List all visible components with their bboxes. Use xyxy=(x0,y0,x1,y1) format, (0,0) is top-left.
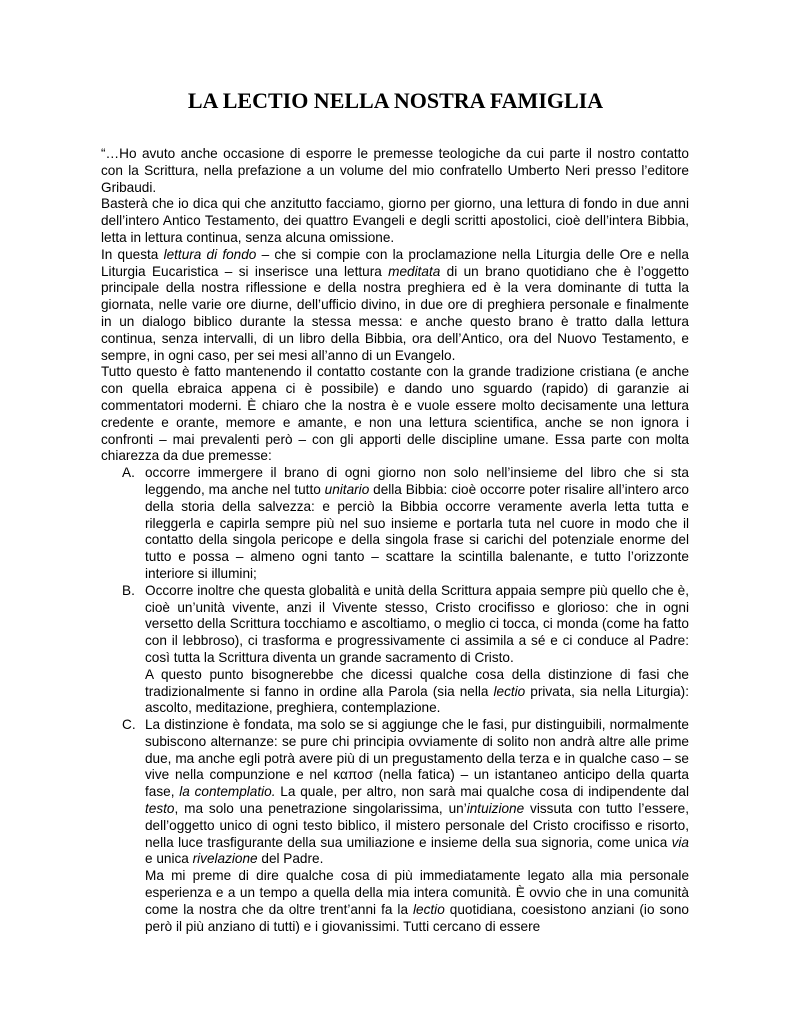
text-run: La distinzione è fondata, ma solo se si aggiunge che le fasi, pur distinguibili, normalmente subiscono alternanze: se pure chi principia ovviamente di solito non andrà altre alle prime due, ma anche egli potrà avere più di un pregustamento della terza e in qualche caso – se vive nella compunzione e nel καποσ (nella fatica) – un istantaneo anticipo della quarta fase, xyxy=(145,717,689,800)
text-run: A questo punto bisognerebbe che dicessi qualche cosa della distinzione di fasi che tradizionalmente si fanno in ordine alla Parola (sia nella xyxy=(145,666,689,699)
list-item-text xyxy=(145,717,689,868)
paragraph-intro: “…Ho avuto anche occasione di esporre le premesse teologiche da cui parte il nostro contatto con la Scrittura, nella prefazione a un volume del mio confratello Umberto Neri presso l’editore Gribaudi. xyxy=(101,146,689,195)
document-title: LA LECTIO NELLA NOSTRA FAMIGLIA xyxy=(187,88,604,113)
italic-text: unitario xyxy=(324,481,370,497)
paragraph-tradizione: Tutto questo è fatto mantenendo il contatto costante con la grande tradizione cristiana (e anche con quella ebraica appena ci è possibile) e dando uno sguardo (rapido) di garanzie ai commentatori moderni. È chiaro che la nostra è e vuole essere molto decisamente una lettura credente e orante, memore e amante, e non una lettura scientifica, anche se non ignora i confronti – mai prevalenti però – con gli apporti delle discipline umane. Essa parte con molta chiarezza da due premesse: xyxy=(101,364,689,464)
text-run: di un brano quotidiano che è l’oggetto principale della nostra riflessione e della nostra preghiera ed è la vera dominante di tutta la giornata, nelle varie ore diurne, dell’ufficio divino, in due ore di preghiera personale e finalmente in un dialogo biblico durante la stessa messa: e anche questo brano è tratto dalla lettura continua, senza intervalli, di un libro della Bibbia, ora dell’Antico, ora del Nuovo Testamento, e sempre, in ogni caso, per sei mesi all’anno di un Evangelo. xyxy=(101,263,689,363)
text-run: della Bibbia: cioè occorre poter risalire all’intero arco della storia della salvezza: e perciò la Bibbia occorre veramente averla letta tutta e rileggerla e capirla sempre più nel suo insieme e portarla tuta nel cuore in modo che il contatto della singola pericope e della singola frase si carichi del potenziale enorme del tutto e possa – almeno ogni tanto – scattare la scintilla balenante, e tutto l’orizzonte interiore si illumini; xyxy=(145,481,689,581)
paragraph-lettura-di-fondo: Basterà che io dica qui che anzitutto facciamo, giorno per giorno, una lettura di fondo in due anni dell’intero Antico Testamento, dei quattro Evangeli e degli scritti apostolici, cioè dell’intera Bibbia, letta in lettura continua, senza alcuna omissione. xyxy=(101,196,689,245)
text-run: quotidiana, coesistono anziani (io sono però il più anziano di tutti) e i giovanissimi. Tutti cercano di essere xyxy=(145,901,689,934)
list-item-b xyxy=(101,583,689,717)
italic-text: lettura di fondo xyxy=(163,246,257,262)
italic-text: meditata xyxy=(388,263,441,279)
text-run: La quale, per altro, non sarà mai qualche cosa di indipendente dal xyxy=(275,784,689,800)
list-item-continuation xyxy=(145,868,689,935)
premises-list xyxy=(101,465,689,935)
text-run: occorre immergere il brano di ogni giorno non solo nell’insieme del libro che si sta leggendo, ma anche nel tutto xyxy=(145,465,689,497)
italic-text: intuizione xyxy=(466,801,525,817)
list-item-continuation xyxy=(145,667,689,717)
text-run: privata, sia nella Liturgia): ascolto, meditazione, preghiera, contemplazione. xyxy=(145,683,689,716)
list-item-c xyxy=(101,717,689,935)
document-body xyxy=(101,146,689,935)
list-marker: A. xyxy=(122,465,135,481)
text-run: – che si compie con la proclamazione nella Liturgia delle Ore e nella Liturgia Eucaristica – si inserisce una lettura xyxy=(101,246,689,279)
list-marker: B. xyxy=(122,582,135,598)
italic-text: testo xyxy=(145,801,175,817)
italic-text: via xyxy=(671,834,689,850)
text-run: vissuta con tutto l’essere, dell’oggetto unico di ogni testo biblico, il mistero personale del Cristo crocifisso e risorto, nella luce trasfigurante della sua umiliazione e insieme della sua signoria, come unica xyxy=(145,801,689,850)
text-run: del Padre. xyxy=(257,851,324,867)
italic-text: lectio xyxy=(493,683,526,699)
text-run: In questa xyxy=(101,246,164,262)
text-run: Ma mi preme di dire qualche cosa di più immediatamente legato alla mia personale esperienza e a un tempo a quella della mia intera comunità. È ovvio che in una comunità come la nostra che da oltre trent’anni fa la xyxy=(145,868,689,917)
italic-text: lectio xyxy=(413,901,445,917)
italic-text: rivelazione xyxy=(192,851,258,867)
list-marker: C. xyxy=(122,717,136,733)
text-run: , ma solo una penetrazione singolarissima, un’ xyxy=(174,801,467,817)
italic-text: la contemplatio. xyxy=(179,784,276,800)
text-run: e unica xyxy=(145,851,193,867)
paragraph-lettura-meditata xyxy=(101,247,689,365)
list-item-a xyxy=(101,465,689,583)
list-item-text: Occorre inoltre che questa globalità e unità della Scrittura appaia sempre più quello che è, cioè un’unità vivente, anzi il Vivente stesso, Cristo crocifisso e glorioso: che in ogni versetto della Scrittura tocchiamo e ascoltiamo, o meglio ci tocca, ci monda (come ha fatto con il lebbroso), ci trasforma e progressivamente ci assimila a sé e ci conduce al Padre: così tutta la Scrittura diventa un grande sacramento di Cristo. xyxy=(145,582,689,665)
list-item-text xyxy=(145,465,689,583)
